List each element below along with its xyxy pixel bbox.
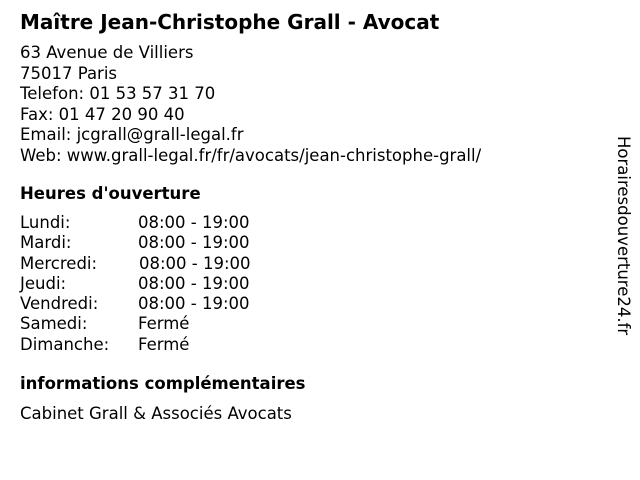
phone-number: Telefon: 01 53 57 31 70 [20,84,216,103]
additional-info-text: Cabinet Grall & Associés Avocats [20,404,292,423]
day-label: Mercredi: [20,253,98,273]
time-value: 08:00 - 19:00 [138,294,250,314]
hours-row-monday [20,213,320,233]
time-value: Fermé [138,314,190,334]
hours-row-thursday [20,274,320,294]
contact-block [20,43,481,166]
day-label: Mardi: [20,233,72,253]
page-title: Maître Jean-Christophe Grall - Avocat [20,10,440,34]
opening-hours-heading: Heures d'ouverture [20,184,201,203]
address-street: 63 Avenue de Villiers [20,43,194,62]
day-label: Samedi: [20,314,88,334]
day-label: Dimanche: [20,334,110,354]
hours-row-wednesday [20,254,320,274]
address-city: 75017 Paris [20,63,118,83]
website-url: Web: www.grall-legal.fr/fr/avocats/jean-christophe-grall/ [20,145,482,165]
day-label: Jeudi: [20,273,67,293]
fax-number: Fax: 01 47 20 90 40 [20,104,185,124]
hours-row-friday [20,294,320,314]
email-address: Email: jcgrall@grall-legal.fr [20,125,244,144]
time-value: Fermé [138,334,190,354]
time-value: 08:00 - 19:00 [138,273,250,293]
hours-row-saturday [20,314,320,334]
time-value: 08:00 - 19:00 [138,233,250,253]
time-value: 08:00 - 19:00 [138,213,250,232]
time-value: 08:00 - 19:00 [139,253,251,273]
day-label: Lundi: [20,213,71,232]
opening-hours-table [20,213,320,355]
brand-watermark: Horairesdouverture24.fr [614,136,633,336]
hours-row-tuesday [20,233,320,253]
additional-info-heading: informations complémentaires [20,374,306,393]
day-label: Vendredi: [20,294,99,314]
hours-row-sunday [20,335,320,355]
